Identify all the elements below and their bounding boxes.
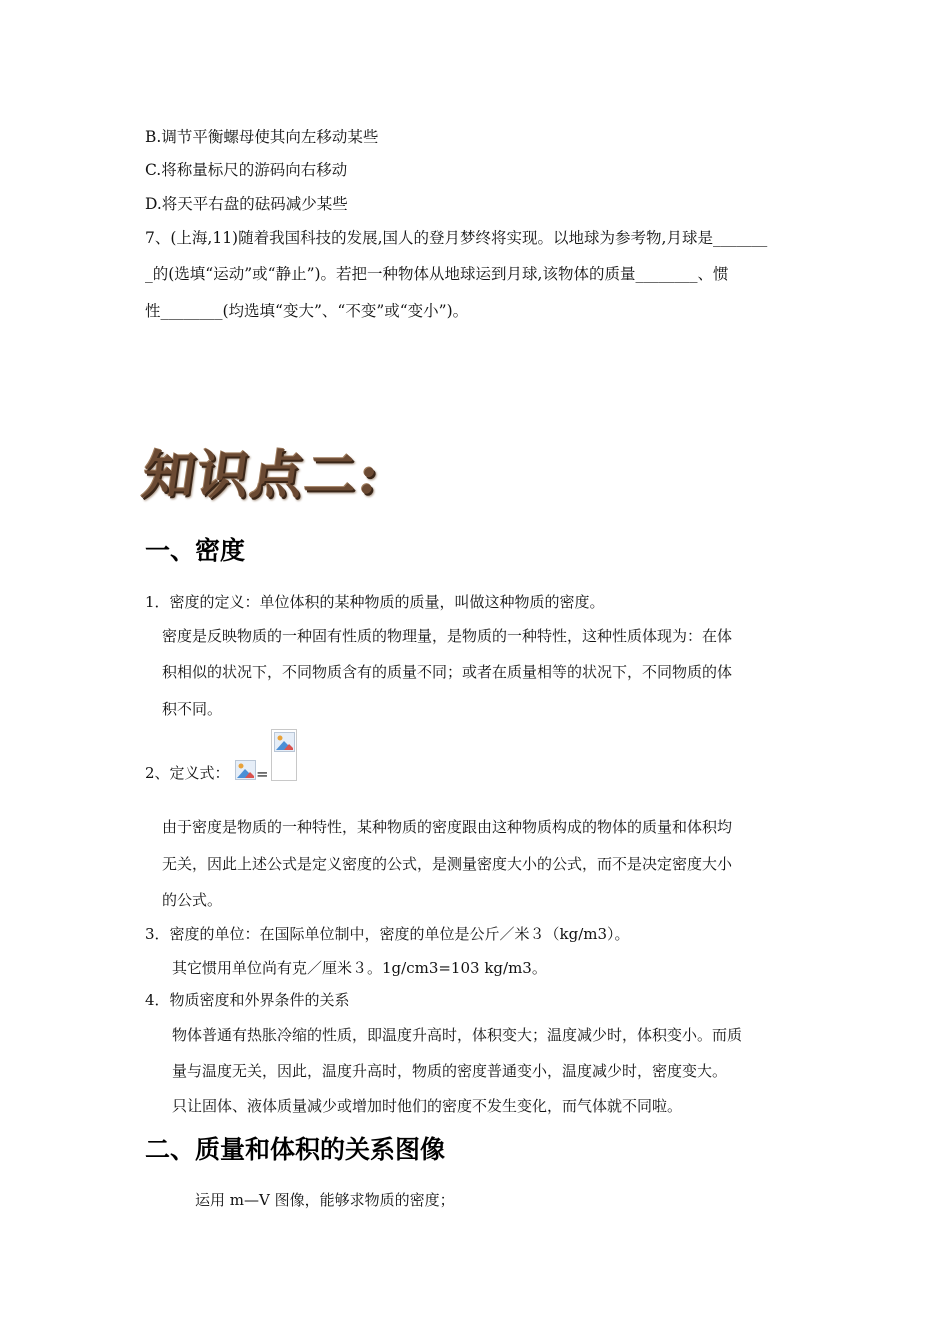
knowledge-point-banner: 知识点二: (138, 445, 385, 506)
option-b: B.调节平衡螺母使其向左移动某些 (145, 128, 379, 146)
item-2-note-1: 由于密度是物质的一种特性，某种物质的密度跟由这种物质构成的物体的质量和体积均 (162, 818, 733, 836)
item-1-para-2: 积相似的状况下，不同物质含有的质量不同；或者在质量相等的状况下，不同物质的体 (162, 663, 733, 681)
broken-image-icon (235, 760, 256, 780)
item-3-title: 3．密度的单位：在国际单位制中，密度的单位是公斤／米３（kg/m3）。 (145, 925, 630, 943)
broken-image-icon (274, 732, 295, 752)
section-2-para-1: 运用 m—V 图像，能够求物质的密度； (195, 1191, 455, 1209)
option-c: C.将称量标尺的游码向右移动 (145, 161, 348, 179)
item-2-note-2: 无关，因此上述公式是定义密度的公式，是测量密度大小的公式，而不是决定密度大小 (162, 855, 733, 873)
question-7-line-3: 性________(均选填“变大”、“不变”或“变小”)。 (145, 302, 469, 320)
item-1-title: 1．密度的定义：单位体积的某种物质的质量，叫做这种物质的密度。 (145, 593, 605, 611)
item-4-para-3: 只让固体、液体质量减少或增加时他们的密度不发生变化，而气体就不同啦。 (172, 1097, 683, 1115)
item-1-para-3: 积不同。 (162, 700, 223, 718)
section-1-heading: 一、密度 (145, 536, 246, 565)
item-2-label: 2、定义式： (145, 764, 230, 782)
section-2-heading: 二、质量和体积的关系图像 (145, 1135, 446, 1164)
item-2-note-3: 的公式。 (162, 891, 223, 909)
fraction-box (271, 729, 297, 781)
item-4-para-2: 量与温度无关，因此，温度升高时，物质的密度普通变小，温度减少时，密度变大。 (172, 1062, 728, 1080)
equals-sign: = (256, 765, 269, 783)
item-4-para-1: 物体普通有热胀冷缩的性质，即温度升高时，体积变大；温度减少时，体积变小。而质 (172, 1026, 743, 1044)
question-7-line-1: 7、(上海,11)随着我国科技的发展,国人的登月梦终将实现。以地球为参考物,月球是_______ (145, 229, 768, 247)
question-7-line-2: _的(选填“运动”或“静止”)。若把一种物体从地球运到月球,该物体的质量________、惯 (145, 265, 729, 283)
option-d: D.将天平右盘的砝码减少某些 (145, 195, 348, 213)
item-1-para-1: 密度是反映物质的一种固有性质的物理量，是物质的一种特性，这种性质体现为：在体 (162, 627, 733, 645)
item-3-para-1: 其它惯用单位尚有克／厘米３。1g/cm3=103 kg/m3。 (172, 959, 547, 977)
item-4-title: 4．物质密度和外界条件的关系 (145, 991, 350, 1009)
